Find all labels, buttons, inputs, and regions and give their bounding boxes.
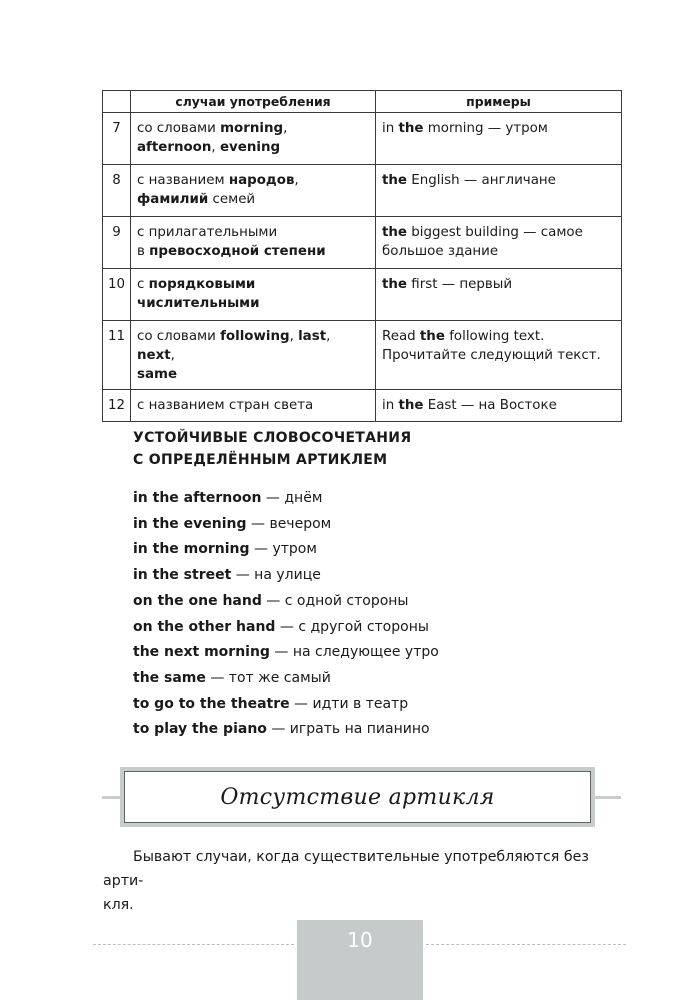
cell-text: ,	[289, 329, 299, 344]
phrase-ru: — идти в театр	[289, 695, 409, 712]
phrases-title	[133, 427, 533, 471]
heading-rule-right	[591, 796, 621, 799]
bold-term: last	[298, 329, 327, 344]
phrase-ru: — днём	[261, 490, 323, 506]
cell-text: в	[137, 244, 150, 259]
table-row	[103, 217, 622, 269]
table-row	[103, 113, 622, 165]
bold-term: evening	[219, 140, 281, 155]
page-number-box	[297, 920, 423, 1000]
phrase-ru: — тот же самый	[205, 669, 331, 686]
phrase-ru: — утром	[249, 541, 317, 558]
list-item	[133, 640, 553, 666]
cell-text: in	[382, 398, 399, 413]
bold-term: the	[382, 225, 408, 240]
phrase-ru: — на следующее утро	[269, 644, 439, 661]
usage-cell	[131, 390, 376, 422]
bold-term: the	[398, 121, 424, 136]
bold-term: числительными	[137, 296, 260, 311]
phrase-ru: — с другой стороны	[275, 618, 429, 635]
bold-term: the	[382, 277, 408, 292]
table-row	[103, 165, 622, 217]
row-number: 8	[103, 165, 131, 217]
bold-term: afternoon	[137, 140, 212, 155]
list-item	[133, 486, 553, 512]
phrase-en: in the street	[133, 567, 232, 584]
phrase-ru: — на улице	[231, 567, 321, 584]
phrase-ru: — вечером	[246, 515, 332, 532]
cell-text: ,	[170, 348, 175, 363]
usage-cell	[131, 113, 376, 165]
table-row	[103, 390, 622, 422]
usage-cell	[131, 165, 376, 217]
example-cell	[376, 269, 622, 321]
cell-text: ,	[283, 121, 288, 136]
phrase-en: to go to the theatre	[133, 695, 290, 712]
paragraph-text: Бывают случаи, когда существительные употребляются без арти- кля.	[103, 849, 589, 913]
bold-term: the	[398, 398, 424, 413]
header-number	[103, 91, 131, 113]
table-row	[103, 321, 622, 390]
row-number: 12	[103, 390, 131, 422]
example-cell	[376, 321, 622, 390]
cell-text: с	[137, 277, 149, 292]
section-heading: Отсутствие артикля	[220, 784, 495, 810]
footer-dash-right	[426, 944, 626, 945]
phrases-title-line2: С ОПРЕДЕЛЁННЫМ АРТИКЛЕМ	[133, 452, 388, 468]
bold-term: morning	[220, 121, 284, 136]
cell-text: со словами	[137, 329, 221, 344]
cell-text: following text.	[444, 329, 545, 344]
example-cell	[376, 217, 622, 269]
footer-dash-left	[93, 944, 294, 945]
list-item	[133, 666, 553, 692]
example-cell	[376, 113, 622, 165]
usage-cell	[131, 217, 376, 269]
row-number: 9	[103, 217, 131, 269]
row-number: 7	[103, 113, 131, 165]
heading-rule-left	[102, 796, 124, 799]
phrase-en: in the afternoon	[133, 490, 262, 506]
bold-term: next	[137, 348, 171, 363]
cell-text: ,	[211, 140, 220, 155]
list-item	[133, 589, 553, 615]
list-item	[133, 563, 553, 589]
phrases-title-line1: УСТОЙЧИВЫЕ СЛОВОСОЧЕТАНИЯ	[133, 430, 412, 446]
cell-text: in	[382, 121, 399, 136]
usage-cell	[131, 321, 376, 390]
cell-text: с прилагательными	[137, 225, 278, 240]
cell-text: first — первый	[407, 277, 513, 292]
bold-term: порядковыми	[148, 277, 256, 292]
page-number: 10	[347, 928, 373, 952]
cell-text: English — англичане	[407, 173, 556, 188]
table-header-row	[103, 91, 622, 113]
cell-text: biggest building — самое большое здание	[382, 225, 583, 259]
phrase-en: to play the piano	[133, 721, 267, 738]
phrase-en: the same	[133, 669, 206, 686]
bold-term: the	[419, 329, 445, 344]
cell-text: со словами	[137, 121, 221, 136]
bold-term: фамилий	[137, 192, 209, 207]
cell-text: с названием	[137, 173, 229, 188]
phrase-en: the next morning	[133, 644, 270, 661]
phrase-ru: — с одной стороны	[261, 592, 409, 609]
bold-term: same	[137, 367, 178, 382]
body-paragraph	[103, 845, 623, 917]
phrase-list	[133, 486, 553, 743]
cell-text: Read	[382, 329, 420, 344]
row-number: 10	[103, 269, 131, 321]
cell-text: East — на Востоке	[423, 398, 557, 413]
list-item	[133, 717, 553, 743]
phrase-en: in the evening	[133, 515, 247, 532]
bold-term: народов	[228, 173, 295, 188]
row-number: 11	[103, 321, 131, 390]
section-heading-box	[124, 771, 591, 823]
phrase-en: in the morning	[133, 541, 250, 558]
cell-text: ,	[326, 329, 331, 344]
cell-text: Прочитайте следующий текст.	[382, 348, 601, 363]
bold-term: превосходной степени	[149, 244, 326, 259]
usage-table	[102, 90, 622, 422]
usage-cell	[131, 269, 376, 321]
cell-text: с названием стран света	[137, 398, 314, 413]
bold-term: following	[220, 329, 290, 344]
list-item	[133, 512, 553, 538]
phrase-en: on the one hand	[133, 592, 262, 609]
example-cell	[376, 165, 622, 217]
header-usage: случаи употребления	[131, 91, 376, 113]
cell-text: morning — утром	[423, 121, 548, 136]
list-item	[133, 692, 553, 718]
list-item	[133, 615, 553, 641]
bold-term: the	[382, 173, 408, 188]
cell-text: ,	[294, 173, 299, 188]
cell-text: семей	[208, 192, 256, 207]
phrase-en: on the other hand	[133, 618, 276, 635]
table-row	[103, 269, 622, 321]
header-examples: примеры	[376, 91, 622, 113]
list-item	[133, 537, 553, 563]
example-cell	[376, 390, 622, 422]
phrase-ru: — играть на пианино	[266, 721, 430, 738]
